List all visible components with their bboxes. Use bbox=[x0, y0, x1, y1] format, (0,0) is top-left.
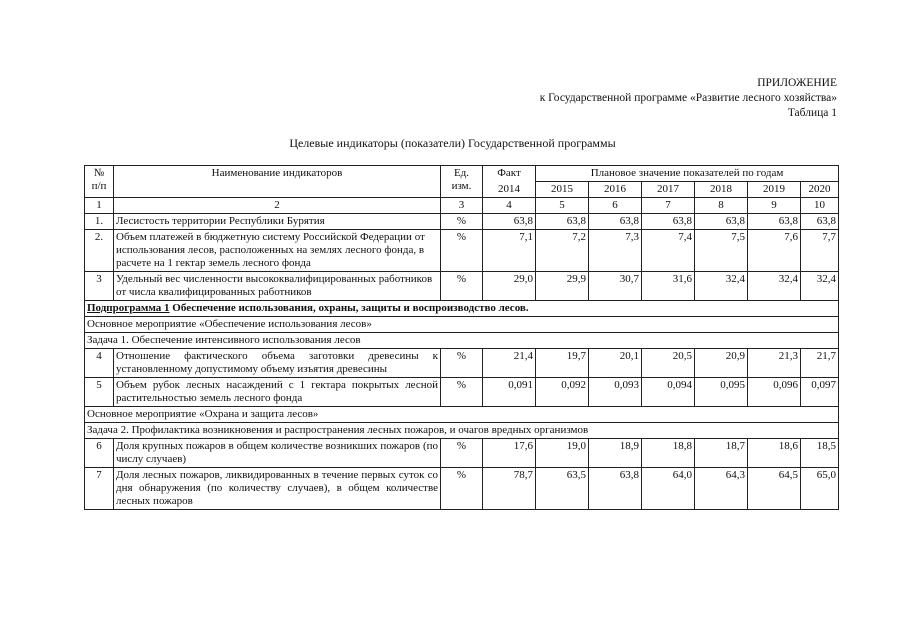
table-row bbox=[85, 378, 839, 407]
row-unit: % bbox=[441, 378, 483, 407]
row-unit: % bbox=[441, 272, 483, 301]
row-value: 18,6 bbox=[748, 439, 801, 468]
header-name: Наименование индикаторов bbox=[114, 166, 441, 198]
task-row bbox=[85, 333, 839, 349]
task-title: Задача 1. Обеспечение интенсивного использования лесов bbox=[85, 333, 839, 349]
table-row bbox=[85, 349, 839, 378]
row-value: 18,5 bbox=[801, 439, 839, 468]
row-value: 21,7 bbox=[801, 349, 839, 378]
row-value: 7,5 bbox=[695, 230, 748, 272]
row-value: 30,7 bbox=[589, 272, 642, 301]
row-unit: % bbox=[441, 468, 483, 510]
row-value: 0,091 bbox=[483, 378, 536, 407]
row-value: 63,8 bbox=[642, 214, 695, 230]
row-value: 64,5 bbox=[748, 468, 801, 510]
table-number: Таблица 1 bbox=[787, 107, 837, 119]
activity-title: Основное мероприятие «Обеспечение использования лесов» bbox=[85, 317, 839, 333]
table-header-row bbox=[85, 166, 839, 182]
row-num: 4 bbox=[85, 349, 114, 378]
table-row bbox=[85, 272, 839, 301]
task-title: Задача 2. Профилактика возникновения и распространения лесных пожаров, и очагов вредных организмов bbox=[85, 423, 839, 439]
row-value: 0,097 bbox=[801, 378, 839, 407]
row-value: 0,095 bbox=[695, 378, 748, 407]
header-num bbox=[85, 166, 114, 198]
row-num: 5 bbox=[85, 378, 114, 407]
header-year: 2018 bbox=[695, 182, 748, 198]
header-num-line2: п/п bbox=[91, 180, 107, 192]
row-value: 20,9 bbox=[695, 349, 748, 378]
row-value: 64,3 bbox=[695, 468, 748, 510]
column-index: 5 bbox=[536, 198, 589, 214]
row-value: 63,8 bbox=[695, 214, 748, 230]
column-index: 10 bbox=[801, 198, 839, 214]
row-name: Объем платежей в бюджетную систему Российской Федерации от использования лесов, расположенных на землях лесного фонда, в расчете на 1 гектар земель лесного фонда bbox=[114, 230, 441, 272]
row-unit: % bbox=[441, 439, 483, 468]
row-num: 7 bbox=[85, 468, 114, 510]
header-unit-line1: Ед. bbox=[453, 167, 470, 179]
row-value: 20,5 bbox=[642, 349, 695, 378]
row-value: 7,3 bbox=[589, 230, 642, 272]
row-name: Объем рубок лесных насаждений с 1 гектара покрытых лесной растительностью земель лесного фонда bbox=[114, 378, 441, 407]
row-value: 63,8 bbox=[801, 214, 839, 230]
row-num: 3 bbox=[85, 272, 114, 301]
row-value: 0,092 bbox=[536, 378, 589, 407]
header-year: 2015 bbox=[536, 182, 589, 198]
row-num: 2. bbox=[85, 230, 114, 272]
row-value: 31,6 bbox=[642, 272, 695, 301]
row-unit: % bbox=[441, 349, 483, 378]
subprogram-row bbox=[85, 301, 839, 317]
row-value: 18,8 bbox=[642, 439, 695, 468]
row-value: 20,1 bbox=[589, 349, 642, 378]
header-year: 2017 bbox=[642, 182, 695, 198]
task-row bbox=[85, 423, 839, 439]
row-value: 63,8 bbox=[483, 214, 536, 230]
subprogram-title: Обеспечение использования, охраны, защиты и воспроизводство лесов. bbox=[169, 302, 529, 314]
column-index: 7 bbox=[642, 198, 695, 214]
row-value: 7,4 bbox=[642, 230, 695, 272]
header-year-fact: 2014 bbox=[483, 182, 536, 198]
table-row bbox=[85, 214, 839, 230]
row-name: Лесистость территории Республики Бурятия bbox=[114, 214, 441, 230]
table-row bbox=[85, 230, 839, 272]
row-name: Удельный вес численности высококвалифицированных работников от числа квалифицированных работников bbox=[114, 272, 441, 301]
header-unit bbox=[441, 166, 483, 198]
row-value: 7,2 bbox=[536, 230, 589, 272]
row-value: 32,4 bbox=[801, 272, 839, 301]
row-value: 63,8 bbox=[589, 214, 642, 230]
row-value: 7,7 bbox=[801, 230, 839, 272]
appendix-label: ПРИЛОЖЕНИЕ bbox=[757, 77, 837, 89]
row-value: 18,9 bbox=[589, 439, 642, 468]
row-value: 21,4 bbox=[483, 349, 536, 378]
row-value: 19,7 bbox=[536, 349, 589, 378]
document-header bbox=[540, 76, 837, 121]
row-name: Отношение фактического объема заготовки древесины к установленному допустимому объему изъятия древесины bbox=[114, 349, 441, 378]
table-row bbox=[85, 439, 839, 468]
row-value: 7,1 bbox=[483, 230, 536, 272]
column-index: 6 bbox=[589, 198, 642, 214]
subprogram-heading bbox=[85, 301, 839, 317]
row-value: 65,0 bbox=[801, 468, 839, 510]
header-unit-line2: изм. bbox=[451, 180, 472, 192]
header-year: 2019 bbox=[748, 182, 801, 198]
header-fact: Факт bbox=[483, 166, 536, 182]
column-index: 3 bbox=[441, 198, 483, 214]
subprogram-label: Подпрограмма 1 bbox=[87, 302, 170, 314]
header-year: 2016 bbox=[589, 182, 642, 198]
row-value: 63,5 bbox=[536, 468, 589, 510]
program-reference: к Государственной программе «Развитие лесного хозяйства» bbox=[539, 92, 837, 104]
row-value: 63,8 bbox=[589, 468, 642, 510]
row-name: Доля крупных пожаров в общем количестве возникших пожаров (по числу случаев) bbox=[114, 439, 441, 468]
row-num: 1. bbox=[85, 214, 114, 230]
row-value: 29,0 bbox=[483, 272, 536, 301]
header-year: 2020 bbox=[801, 182, 839, 198]
table-row bbox=[85, 468, 839, 510]
indicators-table bbox=[84, 165, 839, 510]
column-index: 2 bbox=[114, 198, 441, 214]
row-value: 32,4 bbox=[748, 272, 801, 301]
row-value: 29,9 bbox=[536, 272, 589, 301]
row-value: 0,096 bbox=[748, 378, 801, 407]
row-value: 18,7 bbox=[695, 439, 748, 468]
row-name: Доля лесных пожаров, ликвидированных в течение первых суток со дня обнаружения (по количеству случаев), в общем количестве лесных пожаров bbox=[114, 468, 441, 510]
column-index: 8 bbox=[695, 198, 748, 214]
row-unit: % bbox=[441, 230, 483, 272]
table-caption: Целевые индикаторы (показатели) Государственной программы bbox=[289, 136, 616, 150]
row-value: 78,7 bbox=[483, 468, 536, 510]
header-plan: Плановое значение показателей по годам bbox=[536, 166, 839, 182]
column-index: 1 bbox=[85, 198, 114, 214]
row-value: 0,094 bbox=[642, 378, 695, 407]
row-value: 17,6 bbox=[483, 439, 536, 468]
row-value: 63,8 bbox=[536, 214, 589, 230]
row-value: 0,093 bbox=[589, 378, 642, 407]
row-value: 32,4 bbox=[695, 272, 748, 301]
row-num: 6 bbox=[85, 439, 114, 468]
row-value: 63,8 bbox=[748, 214, 801, 230]
column-index: 9 bbox=[748, 198, 801, 214]
column-index-row bbox=[85, 198, 839, 214]
row-value: 7,6 bbox=[748, 230, 801, 272]
activity-row bbox=[85, 407, 839, 423]
row-unit: % bbox=[441, 214, 483, 230]
row-value: 19,0 bbox=[536, 439, 589, 468]
row-value: 21,3 bbox=[748, 349, 801, 378]
header-num-line1: № bbox=[93, 167, 105, 179]
column-index: 4 bbox=[483, 198, 536, 214]
activity-title: Основное мероприятие «Охрана и защита лесов» bbox=[85, 407, 839, 423]
row-value: 64,0 bbox=[642, 468, 695, 510]
activity-row bbox=[85, 317, 839, 333]
